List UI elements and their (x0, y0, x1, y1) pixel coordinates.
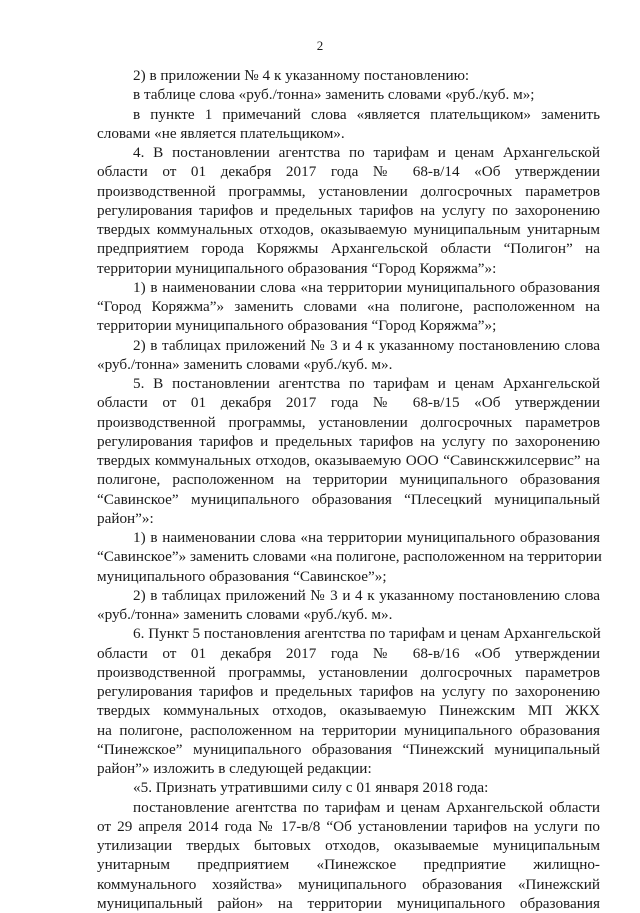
paragraph (97, 143, 600, 278)
text-line: 2) в таблицах приложений № 3 и 4 к указанному постановлению слова (97, 336, 600, 355)
text-line: регулирования тарифов и предельных тарифов на услугу по захоронению (97, 432, 600, 451)
text-line: производственной программы, установлении долгосрочных параметров (97, 182, 600, 201)
page-number: 2 (0, 38, 640, 54)
paragraph (97, 528, 600, 586)
text-line: производственной программы, установлении долгосрочных параметров (97, 413, 600, 432)
text-line: на полигоне, расположенном на территории муниципального образования (97, 721, 600, 740)
text-line: производственной программы, установлении долгосрочных параметров (97, 663, 600, 682)
paragraph (97, 278, 600, 336)
paragraph (97, 778, 600, 797)
text-line: области от 01 декабря 2017 года № 68-в/16 «Об утверждении (97, 644, 600, 663)
text-line: «руб./тонна» заменить словами «руб./куб. м». (97, 355, 600, 374)
text-line: полигоне, расположенном на территории муниципального образования (97, 470, 600, 489)
paragraph (97, 586, 600, 625)
paragraph (97, 105, 600, 144)
document-body (97, 66, 600, 913)
text-line: “Савинское”» заменить словами «на полигоне, расположенном на территории (97, 547, 600, 566)
text-line: в пункте 1 примечаний слова «является плательщиком» заменить (97, 105, 600, 124)
text-line: унитарным предприятием «Пинежское предприятие жилищно- (97, 855, 600, 874)
text-line: 1) в наименовании слова «на территории муниципального образования (97, 278, 600, 297)
paragraph (97, 624, 600, 778)
paragraph (97, 85, 600, 104)
text-line: “Савинское” муниципального образования “Плесецкий муниципальный (97, 490, 600, 509)
text-line: территории муниципального образования “Город Коряжма”»: (97, 259, 600, 278)
paragraph (97, 336, 600, 375)
text-line: район”»: (97, 509, 600, 528)
text-line: в таблице слова «руб./тонна» заменить словами «руб./куб. м»; (97, 85, 600, 104)
paragraph (97, 798, 600, 913)
text-line: словами «не является плательщиком». (97, 124, 600, 143)
text-line: предприятием города Коряжмы Архангельской области “Полигон” на (97, 239, 600, 258)
text-line: регулирования тарифов и предельных тарифов на услугу по захоронению (97, 682, 600, 701)
text-line: “Город Коряжма”» заменить словами «на полигоне, расположенном на (97, 297, 600, 316)
text-line: 4. В постановлении агентства по тарифам и ценам Архангельской (97, 143, 600, 162)
paragraph (97, 374, 600, 528)
text-line: 2) в приложении № 4 к указанному постановлению: (97, 66, 600, 85)
text-line: 2) в таблицах приложений № 3 и 4 к указанному постановлению слова (97, 586, 600, 605)
text-line: муниципального образования “Савинское”»; (97, 567, 600, 586)
text-line: “Пинежское” муниципального образования “Пинежский муниципальный (97, 740, 600, 759)
text-line: 6. Пункт 5 постановления агентства по тарифам и ценам Архангельской (97, 624, 600, 643)
text-line: твердых коммунальных отходов, оказываемую ООО “Савинскжилсервис” на (97, 451, 600, 470)
text-line: твердых коммунальных отходов, оказываемую Пинежским МП ЖКХ (97, 701, 600, 720)
text-line: регулирования тарифов и предельных тарифов на услугу по захоронению (97, 201, 600, 220)
text-line: твердых коммунальных отходов, оказываемую муниципальным унитарным (97, 220, 600, 239)
text-line: муниципальный район» на территории муниципального образования (97, 894, 600, 913)
text-line: постановление агентства по тарифам и ценам Архангельской области (97, 798, 600, 817)
text-line: области от 01 декабря 2017 года № 68-в/15 «Об утверждении (97, 393, 600, 412)
text-line: утилизации твердых бытовых отходов, оказываемые муниципальным (97, 836, 600, 855)
text-line: от 29 апреля 2014 года № 17-в/8 “Об установлении тарифов на услуги по (97, 817, 600, 836)
text-line: «5. Признать утратившими силу с 01 января 2018 года: (97, 778, 600, 797)
paragraph (97, 66, 600, 85)
text-line: «руб./тонна» заменить словами «руб./куб. м». (97, 605, 600, 624)
text-line: территории муниципального образования “Город Коряжма”»; (97, 316, 600, 335)
text-line: 1) в наименовании слова «на территории муниципального образования (97, 528, 600, 547)
text-line: 5. В постановлении агентства по тарифам и ценам Архангельской (97, 374, 600, 393)
text-line: области от 01 декабря 2017 года № 68-в/14 «Об утверждении (97, 162, 600, 181)
text-line: коммунального хозяйства» муниципального образования «Пинежский (97, 875, 600, 894)
text-line: район”» изложить в следующей редакции: (97, 759, 600, 778)
